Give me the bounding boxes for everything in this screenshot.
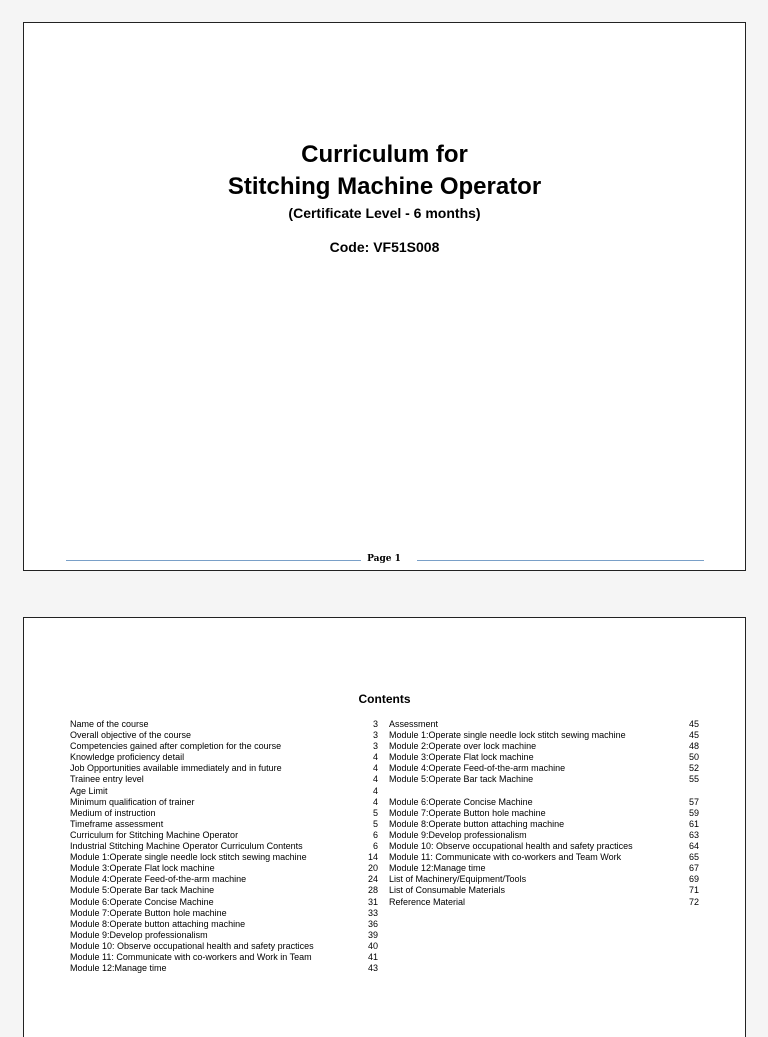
toc-entry-label: Module 7:Operate Button hole machine — [389, 807, 546, 818]
toc-entry[interactable] — [389, 852, 699, 863]
toc-entry-label: Module 8:Operate button attaching machine — [389, 818, 565, 829]
toc-entry-page: 45 — [688, 730, 699, 741]
toc-entry-page: 28 — [367, 885, 378, 896]
toc-entry-label: Module 10: Observe occupational health and safety practices — [389, 841, 633, 852]
toc-entry-label: List of Machinery/Equipment/Tools — [389, 874, 527, 885]
toc-entry-page: 64 — [688, 841, 699, 852]
toc-entry-label: Module 9:Develop professionalism — [70, 929, 208, 940]
toc-entry[interactable] — [70, 952, 378, 963]
page-number: Page 1 — [367, 554, 401, 564]
toc-entry-page: 3 — [372, 741, 378, 752]
toc-entry-label: Module 11: Communicate with co-workers and Work in Team — [70, 951, 312, 962]
toc-entry-page: 71 — [688, 885, 699, 896]
toc-entry-page: 63 — [688, 829, 699, 840]
toc-entry[interactable] — [389, 841, 699, 852]
toc-entry-page: 33 — [367, 907, 378, 918]
toc-entry[interactable] — [70, 863, 378, 874]
toc-entry-page: 4 — [372, 785, 378, 796]
toc-entry[interactable] — [389, 786, 699, 797]
toc-entry[interactable] — [70, 841, 378, 852]
toc-entry-label: Module 9:Develop professionalism — [389, 829, 527, 840]
toc-entry-page: 24 — [367, 874, 378, 885]
toc-entry[interactable] — [70, 885, 378, 896]
toc-entry-label: Module 12:Manage time — [70, 963, 167, 974]
toc-entry[interactable] — [70, 941, 378, 952]
toc-entry-page: 39 — [367, 929, 378, 940]
toc-entry-page: 4 — [372, 763, 378, 774]
toc-entry-label: Assessment — [389, 719, 439, 729]
toc-entry-label: Medium of instruction — [70, 807, 156, 818]
toc-entry[interactable] — [70, 874, 378, 885]
toc-entry-page: 3 — [372, 730, 378, 741]
toc-entry[interactable] — [389, 897, 699, 908]
toc-entry[interactable] — [70, 930, 378, 941]
toc-entry-label: Module 5:Operate Bar tack Machine — [389, 774, 534, 785]
toc-entry[interactable] — [70, 774, 378, 785]
toc-entry-page: 59 — [688, 807, 699, 818]
toc-entry-page: 57 — [688, 796, 699, 807]
toc-entry[interactable] — [389, 819, 699, 830]
toc-entry-page: 41 — [367, 951, 378, 962]
toc-entry-page: 67 — [688, 863, 699, 874]
toc-entry-page: 72 — [688, 896, 699, 907]
toc-entry-page: 45 — [688, 719, 699, 729]
toc-entry-label: Module 6:Operate Concise Machine — [389, 796, 533, 807]
toc-entry-label: List of Consumable Materials — [389, 885, 506, 896]
toc-entry[interactable] — [70, 741, 378, 752]
toc-entry-label: Module 3:Operate Flat lock machine — [389, 752, 534, 763]
toc-entry-label: Reference Material — [389, 896, 466, 907]
toc-entry-label: Name of the course — [70, 719, 149, 729]
toc-entry-label: Module 3:Operate Flat lock machine — [70, 863, 215, 874]
toc-entry-label: Age Limit — [70, 785, 108, 796]
toc-entry-label: Module 12:Manage time — [389, 863, 486, 874]
toc-entry-page: 52 — [688, 763, 699, 774]
toc-entry[interactable] — [70, 830, 378, 841]
footer-rule-left — [66, 560, 361, 561]
toc-entry-label: Industrial Stitching Machine Operator Curriculum Contents — [70, 841, 303, 852]
course-code: Code: VF51S008 — [329, 239, 440, 255]
toc-entry[interactable] — [389, 763, 699, 774]
toc-entry-label: Module 11: Communicate with co-workers and Team Work — [389, 852, 622, 863]
toc-entry-page: 31 — [367, 896, 378, 907]
toc-entry-page: 48 — [688, 741, 699, 752]
toc-entry-page: 69 — [688, 874, 699, 885]
toc-entry-label: Module 4:Operate Feed-of-the-arm machine — [389, 763, 566, 774]
toc-entry[interactable] — [389, 863, 699, 874]
toc-entry[interactable] — [389, 774, 699, 785]
toc-entry[interactable] — [389, 874, 699, 885]
toc-entry-page: 61 — [688, 818, 699, 829]
toc-entry-page: 65 — [688, 852, 699, 863]
toc-entry-page: 3 — [372, 719, 378, 729]
title-line-2: Stitching Machine Operator — [227, 173, 542, 200]
toc-entry-label: Trainee entry level — [70, 774, 144, 785]
toc-entry-label: Module 8:Operate button attaching machine — [70, 918, 246, 929]
toc-entry[interactable] — [70, 752, 378, 763]
toc-entry[interactable] — [70, 852, 378, 863]
toc-entry-label: Job Opportunities available immediately and in future — [70, 763, 282, 774]
toc-entry[interactable] — [389, 730, 699, 741]
contents-heading: Contents — [358, 692, 411, 706]
toc-entry[interactable] — [70, 819, 378, 830]
toc-entry-label: Curriculum for Stitching Machine Operator — [70, 829, 239, 840]
toc-entry-label: Competencies gained after completion for the course — [70, 741, 282, 752]
toc-entry-label: Module 7:Operate Button hole machine — [70, 907, 227, 918]
toc-entry[interactable] — [70, 719, 378, 730]
toc-entry[interactable] — [389, 741, 699, 752]
contents-page — [23, 617, 746, 1037]
toc-entry-page: 55 — [688, 774, 699, 785]
cover-page — [23, 22, 746, 571]
toc-entry[interactable] — [389, 752, 699, 763]
toc-entry-label: Module 10: Observe occupational health and safety practices — [70, 940, 314, 951]
toc-left-column — [70, 719, 378, 974]
subtitle: (Certificate Level - 6 months) — [288, 205, 481, 221]
toc-entry-page: 5 — [372, 818, 378, 829]
toc-entry[interactable] — [389, 830, 699, 841]
toc-entry[interactable] — [70, 797, 378, 808]
toc-entry-page: 40 — [367, 940, 378, 951]
toc-entry-page: 14 — [367, 852, 378, 863]
toc-entry-page: 50 — [688, 752, 699, 763]
toc-entry[interactable] — [389, 808, 699, 819]
toc-entry[interactable] — [389, 797, 699, 808]
toc-entry-label: Overall objective of the course — [70, 730, 192, 741]
toc-entry-label: Module 1:Operate single needle lock stitch sewing machine — [70, 852, 307, 863]
toc-entry-page: 4 — [372, 752, 378, 763]
toc-entry[interactable] — [70, 763, 378, 774]
toc-entry[interactable] — [70, 919, 378, 930]
toc-entry-label: Module 6:Operate Concise Machine — [70, 896, 214, 907]
toc-entry-page: 20 — [367, 863, 378, 874]
toc-entry-page: 36 — [367, 918, 378, 929]
toc-entry[interactable] — [70, 786, 378, 797]
toc-entry-label: Module 4:Operate Feed-of-the-arm machine — [70, 874, 247, 885]
toc-entry-label: Minimum qualification of trainer — [70, 796, 195, 807]
toc-entry-label: Timeframe assessment — [70, 818, 164, 829]
title-line-1: Curriculum for — [301, 141, 468, 168]
toc-right-column — [389, 719, 699, 908]
toc-entry-page: 4 — [372, 774, 378, 785]
toc-entry-label: Knowledge proficiency detail — [70, 752, 185, 763]
toc-entry[interactable] — [70, 808, 378, 819]
toc-entry[interactable] — [70, 897, 378, 908]
toc-entry-page: 5 — [372, 807, 378, 818]
toc-entry[interactable] — [70, 908, 378, 919]
toc-entry-label: Module 2:Operate over lock machine — [389, 741, 537, 752]
toc-entry-page: 43 — [367, 963, 378, 974]
toc-entry-page: 6 — [372, 829, 378, 840]
toc-entry-label: Module 1:Operate single needle lock stitch sewing machine — [389, 730, 626, 741]
toc-entry[interactable] — [389, 719, 699, 730]
toc-entry-label: Module 5:Operate Bar tack Machine — [70, 885, 215, 896]
toc-entry-page: 4 — [372, 796, 378, 807]
toc-entry[interactable] — [70, 963, 378, 974]
toc-entry-page: 6 — [372, 841, 378, 852]
toc-entry[interactable] — [389, 885, 699, 896]
footer-rule-right — [417, 560, 704, 561]
toc-entry[interactable] — [70, 730, 378, 741]
